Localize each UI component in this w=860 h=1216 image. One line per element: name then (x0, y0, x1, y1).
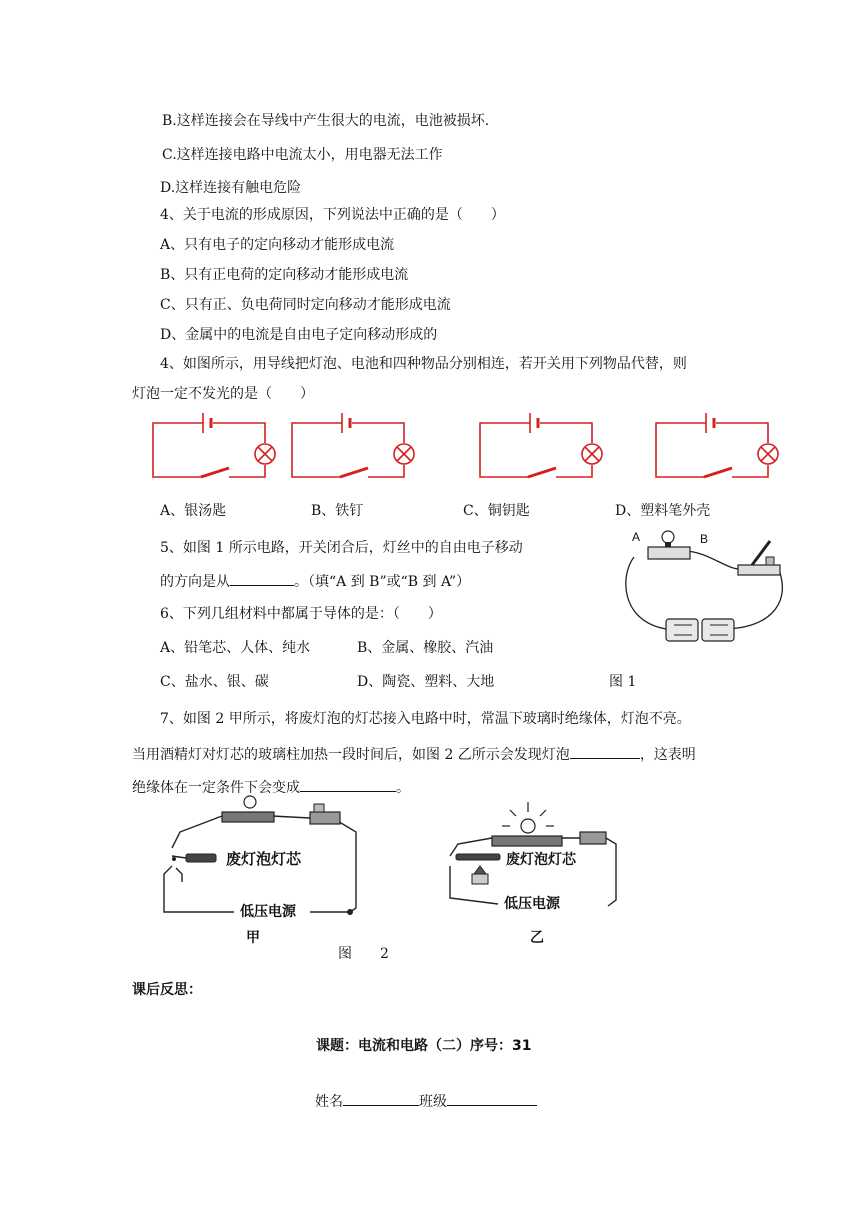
q6-stem: 6、下列几组材料中都属于导体的是：（ ） (160, 606, 442, 622)
figure-2-b-circuit (440, 808, 640, 948)
q4b-option-d: D、塑料笔外壳 (615, 503, 711, 519)
q3-option-c: C.这样连接电路中电流太小，用电器无法工作 (162, 147, 443, 163)
q4b-stem-line1: 4、如图所示，用导线把灯泡、电池和四种物品分别相连，若开关用下列物品代替，则 (160, 356, 687, 372)
q4b-stem-line2: 灯泡一定不发光的是（ ） (132, 386, 314, 402)
figure-2-b-core-label: 废灯泡灯芯 (506, 852, 576, 868)
q4a-option-a: A、只有电子的定向移动才能形成电流 (160, 237, 395, 253)
q6-option-c: C、盐水、银、碳 (160, 674, 269, 690)
q7-line2-pre: 当用酒精灯对灯芯的玻璃柱加热一段时间后，如图 2 乙所示会发现灯泡 (132, 747, 570, 763)
reflection-heading: 课后反思： (132, 982, 202, 998)
q7-line1: 7、如图 2 甲所示，将废灯泡的灯芯接入电路中时，常温下玻璃时绝缘体，灯泡不亮。 (160, 711, 691, 727)
q6-option-b: B、金属、橡胶、汽油 (357, 640, 494, 656)
q4b-option-a: A、银汤匙 (160, 503, 227, 519)
figure-2-a-label: 甲 (246, 930, 260, 946)
q5-line2 (160, 570, 470, 592)
q7-answer-blank-1[interactable] (570, 743, 640, 759)
q7-line3 (132, 776, 410, 798)
q7-line2 (132, 743, 696, 765)
q7-line3-post: 。 (396, 780, 410, 796)
q4a-option-d: D、金属中的电流是自由电子定向移动形成的 (160, 327, 438, 343)
figure-2-b-label: 乙 (530, 930, 544, 946)
class-field[interactable] (447, 1090, 537, 1106)
figure-1-label-a: A (632, 530, 641, 544)
figure-1-caption: 图 1 (609, 674, 637, 690)
q3-option-d: D.这样连接有触电危险 (160, 180, 302, 196)
figure-2-a-power-label: 低压电源 (240, 904, 296, 920)
q7-line2-post: ，这表明 (639, 747, 696, 763)
circuit-diagram-c (480, 405, 610, 483)
figure-2-a-circuit (160, 808, 390, 948)
student-info-line (315, 1090, 537, 1112)
name-label: 姓名 (315, 1094, 343, 1110)
class-label: 班级 (419, 1094, 447, 1110)
q6-option-d: D、陶瓷、塑料、大地 (357, 674, 495, 690)
figure-2-a-core-label: 废灯泡灯芯 (226, 850, 302, 868)
q6-option-a: A、铅笔芯、人体、纯水 (160, 640, 311, 656)
circuit-diagram-d (656, 405, 786, 483)
q4a-option-c: C、只有正、负电荷同时定向移动才能形成电流 (160, 297, 451, 313)
q4b-option-b: B、铁钉 (311, 503, 364, 519)
q7-line3-pre: 绝缘体在一定条件下会变成 (132, 780, 300, 796)
name-field[interactable] (343, 1090, 419, 1106)
q4a-stem: 4、关于电流的形成原因，下列说法中正确的是（ ） (160, 207, 505, 223)
q3-option-b: B.这样连接会在导线中产生很大的电流，电池被损坏. (162, 113, 490, 129)
q7-answer-blank-2[interactable] (300, 776, 396, 792)
figure-2-b-power-label: 低压电源 (504, 896, 560, 912)
q5-answer-blank[interactable] (230, 570, 294, 586)
figure-1-circuit (618, 525, 788, 640)
figure-2-caption: 图 2 (338, 946, 389, 962)
q5-line1: 5、如图 1 所示电路，开关闭合后，灯丝中的自由电子移动 (160, 540, 523, 556)
circuit-diagram-b (292, 405, 422, 483)
figure-1-label-b: B (700, 532, 709, 546)
lesson-title: 课题：电流和电路（二）序号：31 (316, 1038, 532, 1054)
q4b-option-c: C、铜钥匙 (463, 503, 530, 519)
q5-line2-pre: 的方向是从 (160, 574, 230, 590)
q4a-option-b: B、只有正电荷的定向移动才能形成电流 (160, 267, 409, 283)
circuit-diagram-a (153, 405, 283, 483)
q5-line2-post: 。（填“A 到 B”或“B 到 A”） (294, 574, 471, 590)
